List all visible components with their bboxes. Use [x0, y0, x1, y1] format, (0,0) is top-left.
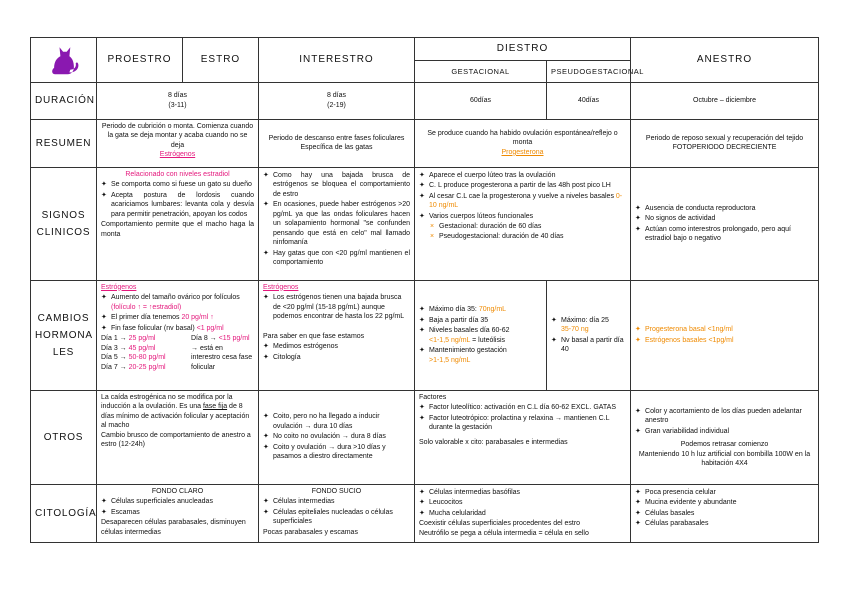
signos-text: Comportamiento permite que el macho haga la monta — [101, 221, 254, 238]
list-item: ✦ Progesterona basal <1ng/ml — [635, 325, 814, 335]
day-value — [101, 334, 189, 344]
cambios-text: Para saber en que fase estamos — [263, 332, 365, 340]
otros-proestro-estro — [97, 390, 259, 484]
list-item: ✦ Coito, pero no ha llegado a inducir ovulación → dura 10 días — [263, 412, 410, 431]
resumen-interestro — [259, 119, 415, 167]
list-item-value: >1-1,5 ng/mL — [429, 356, 471, 364]
cambios-title: Estrógenos — [263, 283, 299, 291]
citologia-text-2: Neutrófilo se pega a célula intermedia = célula en sello — [419, 529, 589, 537]
list-item: ✦ Color y acortamiento de los días pueden adelantar anestro — [635, 407, 814, 426]
resumen-text-2: FOTOPERIODO DECRECIENTE — [672, 144, 777, 151]
otros-text: Podemos retrasar comienzo — [680, 441, 769, 448]
otros-text-2: Manteniendo 10 h luz artificial con bombilla 100W en la habitación 4X4 — [638, 450, 811, 467]
otros-title: Factores — [419, 393, 447, 401]
citologia-text: Pocas parabasales y escamas — [263, 528, 358, 536]
day-label: Día 8 → — [191, 335, 217, 342]
signos-diestro — [415, 167, 631, 280]
cambios-anestro — [631, 280, 819, 390]
otros-text-part: La caída estrogénica no se modifica por la inducción a la ovulación. Es una — [101, 393, 233, 410]
citologia-interestro — [259, 484, 415, 542]
resumen-text: Se produce cuando ha habido ovulación espontánea/reflejo o monta — [427, 129, 618, 147]
list-item-text: Máximo: día 25 — [561, 316, 609, 324]
cat-silhouette-icon — [46, 40, 82, 76]
list-item: ✦ Baja a partir día 35 — [419, 316, 542, 326]
list-item: ✦ Mucina evidente y abundante — [635, 498, 814, 508]
header-interestro: INTERESTRO — [259, 38, 415, 83]
list-item: ✦ Citología — [263, 353, 410, 363]
cat-logo-cell — [31, 38, 97, 83]
list-item-value: 20 pg/ml ↑ — [181, 314, 214, 321]
list-item: ✦ Poca presencia celular — [635, 488, 814, 498]
list-item: ✦ Coito y ovulación → dura >10 días y pasamos a diestro directamente — [263, 443, 410, 462]
row-label-duracion: DURACIÓN — [31, 82, 97, 119]
list-item: ✦ Aparece el cuerpo lúteo tras la ovulación — [419, 171, 626, 181]
list-item: ✦ Factor luteotrópico: prolactina y relaxina → mantienen C.L durante la gestación — [419, 414, 626, 433]
list-item: ✦ Medimos estrógenos — [263, 342, 410, 352]
cambios-gestacional — [415, 280, 547, 390]
otros-text-2: Cambio brusco de comportamiento de anestro a estro (12-24h) — [101, 431, 251, 448]
list-item — [419, 326, 542, 345]
day-note: → está en — [191, 344, 223, 352]
list-item-value: 35-70 ng — [561, 326, 589, 333]
list-item-text: Al cesar C.L cae la progesterona y vuelve a niveles basales — [429, 192, 614, 200]
list-item-text: Mantenimiento gestación — [429, 347, 507, 354]
day-note: interestro cesa fase — [191, 354, 253, 361]
list-item-value: <1-1,5 ng/mL — [429, 336, 471, 344]
label-line: LES — [52, 346, 75, 358]
list-item-note: = luteólisis — [472, 336, 506, 344]
citologia-anestro — [631, 484, 819, 542]
sub-list-item: × Pseudogestacional: duración de 40 días — [419, 232, 626, 242]
otros-interestro — [259, 390, 415, 484]
label-line: HORMONA — [35, 329, 93, 341]
header-proestro: PROESTRO — [97, 38, 183, 83]
list-item-note: (folículo ↑ = ↑estradiol) — [111, 303, 182, 311]
resumen-text: Periodo de descanso entre fases foliculares — [268, 134, 405, 142]
header-estro: ESTRO — [183, 38, 259, 83]
otros-text — [101, 393, 254, 431]
day-value — [101, 363, 189, 373]
list-item-text: Niveles basales día 60-62 — [429, 327, 510, 334]
signos-title: Relacionado con niveles estradiol — [125, 170, 230, 178]
otros-text-part: de 8 días mínimo de activación folicular y aceptación al macho — [101, 403, 250, 429]
citologia-title: FONDO CLARO — [151, 487, 204, 495]
duracion-days: 8 días — [326, 92, 347, 99]
otros-text: Solo valorable x cito: parabasales e intermedias — [419, 438, 568, 446]
duracion-anestro: Octubre – diciembre — [631, 82, 819, 119]
signos-anestro — [631, 167, 819, 280]
list-item — [551, 316, 626, 335]
list-item: ✦ Células parabasales — [635, 519, 814, 529]
day-label: Día 3 → — [101, 344, 127, 352]
list-item: ✦ Los estrógenos tienen una bajada brusca de <20 pg/ml (15-18 pg/mL) aunque podemos encontrar de hasta los 22 pg/mL — [263, 293, 410, 322]
resumen-text: Periodo de cubrición o monta. Comienza cuando la gata se deja montar y acaba cuando no se deja — [101, 122, 254, 149]
list-item — [419, 346, 542, 365]
resumen-diestro — [415, 119, 631, 167]
list-item-text: El primer día tenemos — [111, 314, 180, 321]
day-value — [191, 334, 254, 344]
list-item: ✦ No coito no ovulación → dura 8 días — [263, 432, 410, 442]
estrous-cycle-table — [30, 37, 819, 543]
signos-proestro-estro — [97, 167, 259, 280]
header-diestro: DIESTRO — [415, 38, 631, 61]
header-anestro: ANESTRO — [631, 38, 819, 83]
list-item: ✦ No signos de actividad — [635, 214, 814, 224]
otros-highlight: fase fija — [202, 403, 228, 410]
list-item — [101, 324, 254, 334]
row-label-signos — [31, 167, 97, 280]
list-item: ✦ Actúan como interestros prolongado, pero aquí estradiol bajo o negativo — [635, 225, 814, 244]
citologia-proestro-estro — [97, 484, 259, 542]
row-label-resumen: RESUMEN — [31, 119, 97, 167]
duracion-pseudo: 40días — [547, 82, 631, 119]
list-item-value: <1 pg/ml — [196, 324, 224, 332]
list-item — [419, 192, 626, 211]
day-level: 25 pg/ml — [128, 335, 156, 342]
day-label: Día 7 → — [101, 363, 127, 371]
list-item: ✦ En ocasiones, puede haber estrógenos >20 pg/mL ya que las ondas foliculares hacen un solapamiento hormonal "se confunden pensando que está en celo" mal llamado ninfomanía — [263, 200, 410, 248]
list-item-text: Fin fase folicular (nv basal) — [111, 324, 195, 332]
day-values — [101, 334, 254, 372]
list-item: ✦ Se comporta como si fuese un gato su dueño — [101, 180, 254, 190]
row-label-citologia: CITOLOGÍA — [31, 484, 97, 542]
list-item: ✦ Células superficiales anucleadas — [101, 497, 254, 507]
duracion-range: (2-19) — [327, 101, 346, 109]
list-item: ✦ Como hay una bajada brusca de estrógenos se bloquea el comportamiento de estro — [263, 171, 410, 200]
row-label-otros: OTROS — [31, 390, 97, 484]
label-line: CLINICOS — [36, 226, 91, 238]
list-item: ✦ Escamas — [101, 508, 254, 518]
list-item-value: 70ng/mL — [478, 306, 507, 313]
sub-list-item: × Gestacional: duración de 60 días — [419, 222, 626, 232]
list-item — [419, 305, 542, 315]
list-item: ✦ Estrógenos basales <1pg/ml — [635, 336, 814, 346]
list-item: ✦ Leucocitos — [419, 498, 626, 508]
day-value — [101, 353, 189, 363]
resumen-text-2: Específica de las gatas — [300, 144, 373, 151]
resumen-hormone: Estrógenos — [159, 151, 196, 158]
citologia-text: Desaparecen células parabasales, disminuyen células intermedias — [101, 519, 246, 536]
list-item: ✦ Gran variabilidad individual — [635, 427, 814, 437]
list-item: ✦ Células basales — [635, 509, 814, 519]
day-level: 50-80 pg/ml — [128, 354, 166, 361]
list-item: ✦ Nv basal a partir día 40 — [551, 336, 626, 355]
day-label: Día 1 → — [101, 335, 127, 342]
list-item: ✦ C. L produce progesterona a partir de las 48h post pico LH — [419, 181, 626, 191]
duracion-days: 8 días — [167, 92, 188, 99]
header-pseudogestacional: PSEUDOGESTACIONAL — [547, 61, 631, 82]
duracion-proestro-estro — [97, 82, 259, 119]
duracion-gestacional: 60días — [415, 82, 547, 119]
citologia-title: FONDO SUCIO — [311, 487, 362, 495]
row-label-cambios — [31, 280, 97, 390]
resumen-anestro — [631, 119, 819, 167]
otros-anestro — [631, 390, 819, 484]
list-item: ✦ Varios cuerpos lúteos funcionales — [419, 212, 626, 222]
day-level: <15 pg/ml — [218, 335, 250, 342]
list-item — [101, 313, 254, 323]
list-item: ✦ Células epiteliales nucleadas o células superficiales — [263, 508, 410, 527]
day-label: Día 5 → — [101, 354, 127, 361]
list-item: ✦ Factor luteolítico: activación en C.L día 60-62 EXCL. GATAS — [419, 403, 626, 413]
citologia-diestro — [415, 484, 631, 542]
header-gestacional: GESTACIONAL — [415, 61, 547, 82]
day-level: 20-25 pg/ml — [128, 363, 166, 371]
list-item-text: Aumento del tamaño ovárico por folículos — [111, 294, 240, 301]
cambios-interestro — [259, 280, 415, 390]
list-item: ✦ Ausencia de conducta reproductora — [635, 204, 814, 214]
day-value — [101, 344, 189, 354]
citologia-text: Coexistir células superficiales procedentes del estro — [419, 520, 581, 527]
list-item: ✦ Células intermedias — [263, 497, 410, 507]
day-level: 45 pg/ml — [128, 344, 156, 352]
cambios-proestro-estro — [97, 280, 259, 390]
list-item-text: Máximo día 35: — [429, 306, 477, 313]
resumen-hormone: Progesterona — [501, 148, 544, 156]
day-note: folicular — [191, 363, 216, 371]
resumen-proestro-estro — [97, 119, 259, 167]
basal-value: 0-10 ng/mL — [429, 192, 623, 209]
list-item — [101, 293, 254, 312]
duracion-interestro — [259, 82, 415, 119]
list-item: ✦ Células intermedias basófilas — [419, 488, 626, 498]
label-line: CAMBIOS — [37, 312, 90, 324]
duracion-range: (3-11) — [168, 101, 187, 109]
otros-diestro — [415, 390, 631, 484]
list-item: ✦ Acepta postura de lordosis cuando acariciamos lumbares: levanta cola y desvía para permitir penetración, apoyan los codos — [101, 191, 254, 220]
cambios-pseudo — [547, 280, 631, 390]
list-item: ✦ Hay gatas que con <20 pg/ml mantienen el comportamiento — [263, 249, 410, 268]
cambios-title: Estrógenos — [101, 283, 137, 291]
label-line: SIGNOS — [41, 209, 86, 221]
list-item: ✦ Mucha celularidad — [419, 509, 626, 519]
resumen-text: Periodo de reposo sexual y recuperación del tejido — [645, 134, 804, 142]
signos-interestro — [259, 167, 415, 280]
